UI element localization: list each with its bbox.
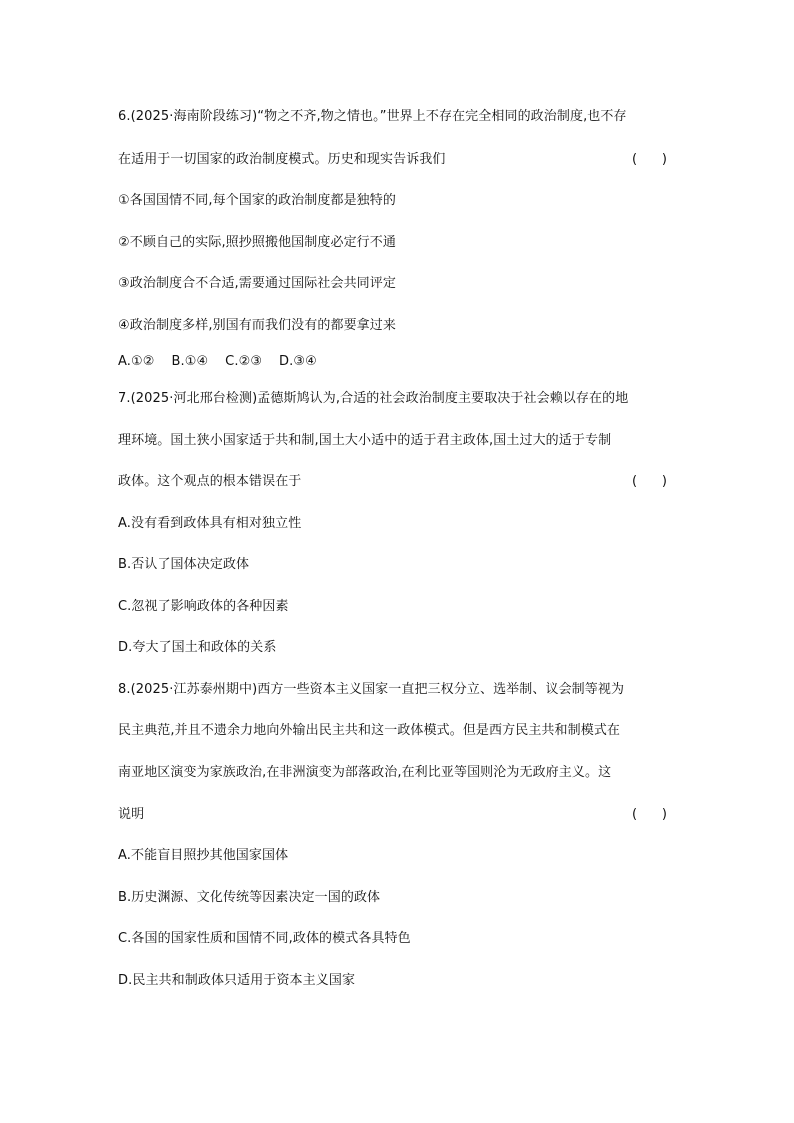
question-6-line-1: 6.(2025·海南阶段练习)“物之不齐,物之情也。”世界上不存在完全相同的政治制度,也不存 (118, 109, 627, 124)
question-6-line-2: 在适用于一切国家的政治制度模式。历史和现实告诉我们 (118, 152, 446, 167)
option-c[interactable]: C.②③ (225, 354, 263, 369)
option-d[interactable]: D.③④ (279, 354, 317, 369)
statement-3: ③政治制度合不合适,需要通过国际社会共同评定 (118, 276, 396, 291)
option-c[interactable]: C.忽视了影响政体的各种因素 (118, 599, 289, 614)
question-7-line-2: 理环境。国土狭小国家适于共和制,国土大小适中的适于君主政体,国土过大的适于专制 (118, 433, 612, 448)
question-8-line-1: 8.(2025·江苏泰州期中)西方一些资本主义国家一直把三权分立、选举制、议会制等视为 (118, 682, 625, 697)
option-b[interactable]: B.否认了国体决定政体 (118, 557, 250, 572)
option-a[interactable]: A.①② (118, 354, 155, 369)
question-7-line-3: 政体。这个观点的根本错误在于 (118, 474, 302, 489)
statement-4: ④政治制度多样,别国有而我们没有的都要拿过来 (118, 318, 396, 333)
answer-bracket-q7[interactable]: ( ) (632, 474, 667, 489)
option-a[interactable]: A.没有看到政体具有相对独立性 (118, 516, 302, 531)
option-b[interactable]: B.历史渊源、文化传统等因素决定一国的政体 (118, 890, 381, 905)
option-c[interactable]: C.各国的国家性质和国情不同,政体的模式各具特色 (118, 931, 411, 946)
option-b[interactable]: B.①④ (171, 354, 209, 369)
statement-2: ②不顾自己的实际,照抄照搬他国制度必定行不通 (118, 235, 396, 250)
option-d[interactable]: D.夸大了国土和政体的关系 (118, 640, 277, 655)
statement-1: ①各国国情不同,每个国家的政治制度都是独特的 (118, 193, 396, 208)
options-row-q6 (118, 353, 317, 371)
question-7-line-1: 7.(2025·河北邢台检测)孟德斯鸠认为,合适的社会政治制度主要取决于社会赖以存在的地 (118, 391, 629, 406)
answer-bracket-q8[interactable]: ( ) (632, 807, 667, 822)
answer-bracket-q6[interactable]: ( ) (632, 152, 667, 167)
option-d[interactable]: D.民主共和制政体只适用于资本主义国家 (118, 973, 356, 988)
question-8-line-3: 南亚地区演变为家族政治,在非洲演变为部落政治,在利比亚等国则沦为无政府主义。这 (118, 765, 612, 780)
option-a[interactable]: A.不能盲目照抄其他国家国体 (118, 848, 289, 863)
question-8-line-4: 说明 (118, 807, 145, 822)
question-8-line-2: 民主典范,并且不遗余力地向外输出民主共和这一政体模式。但是西方民主共和制模式在 (118, 723, 621, 738)
